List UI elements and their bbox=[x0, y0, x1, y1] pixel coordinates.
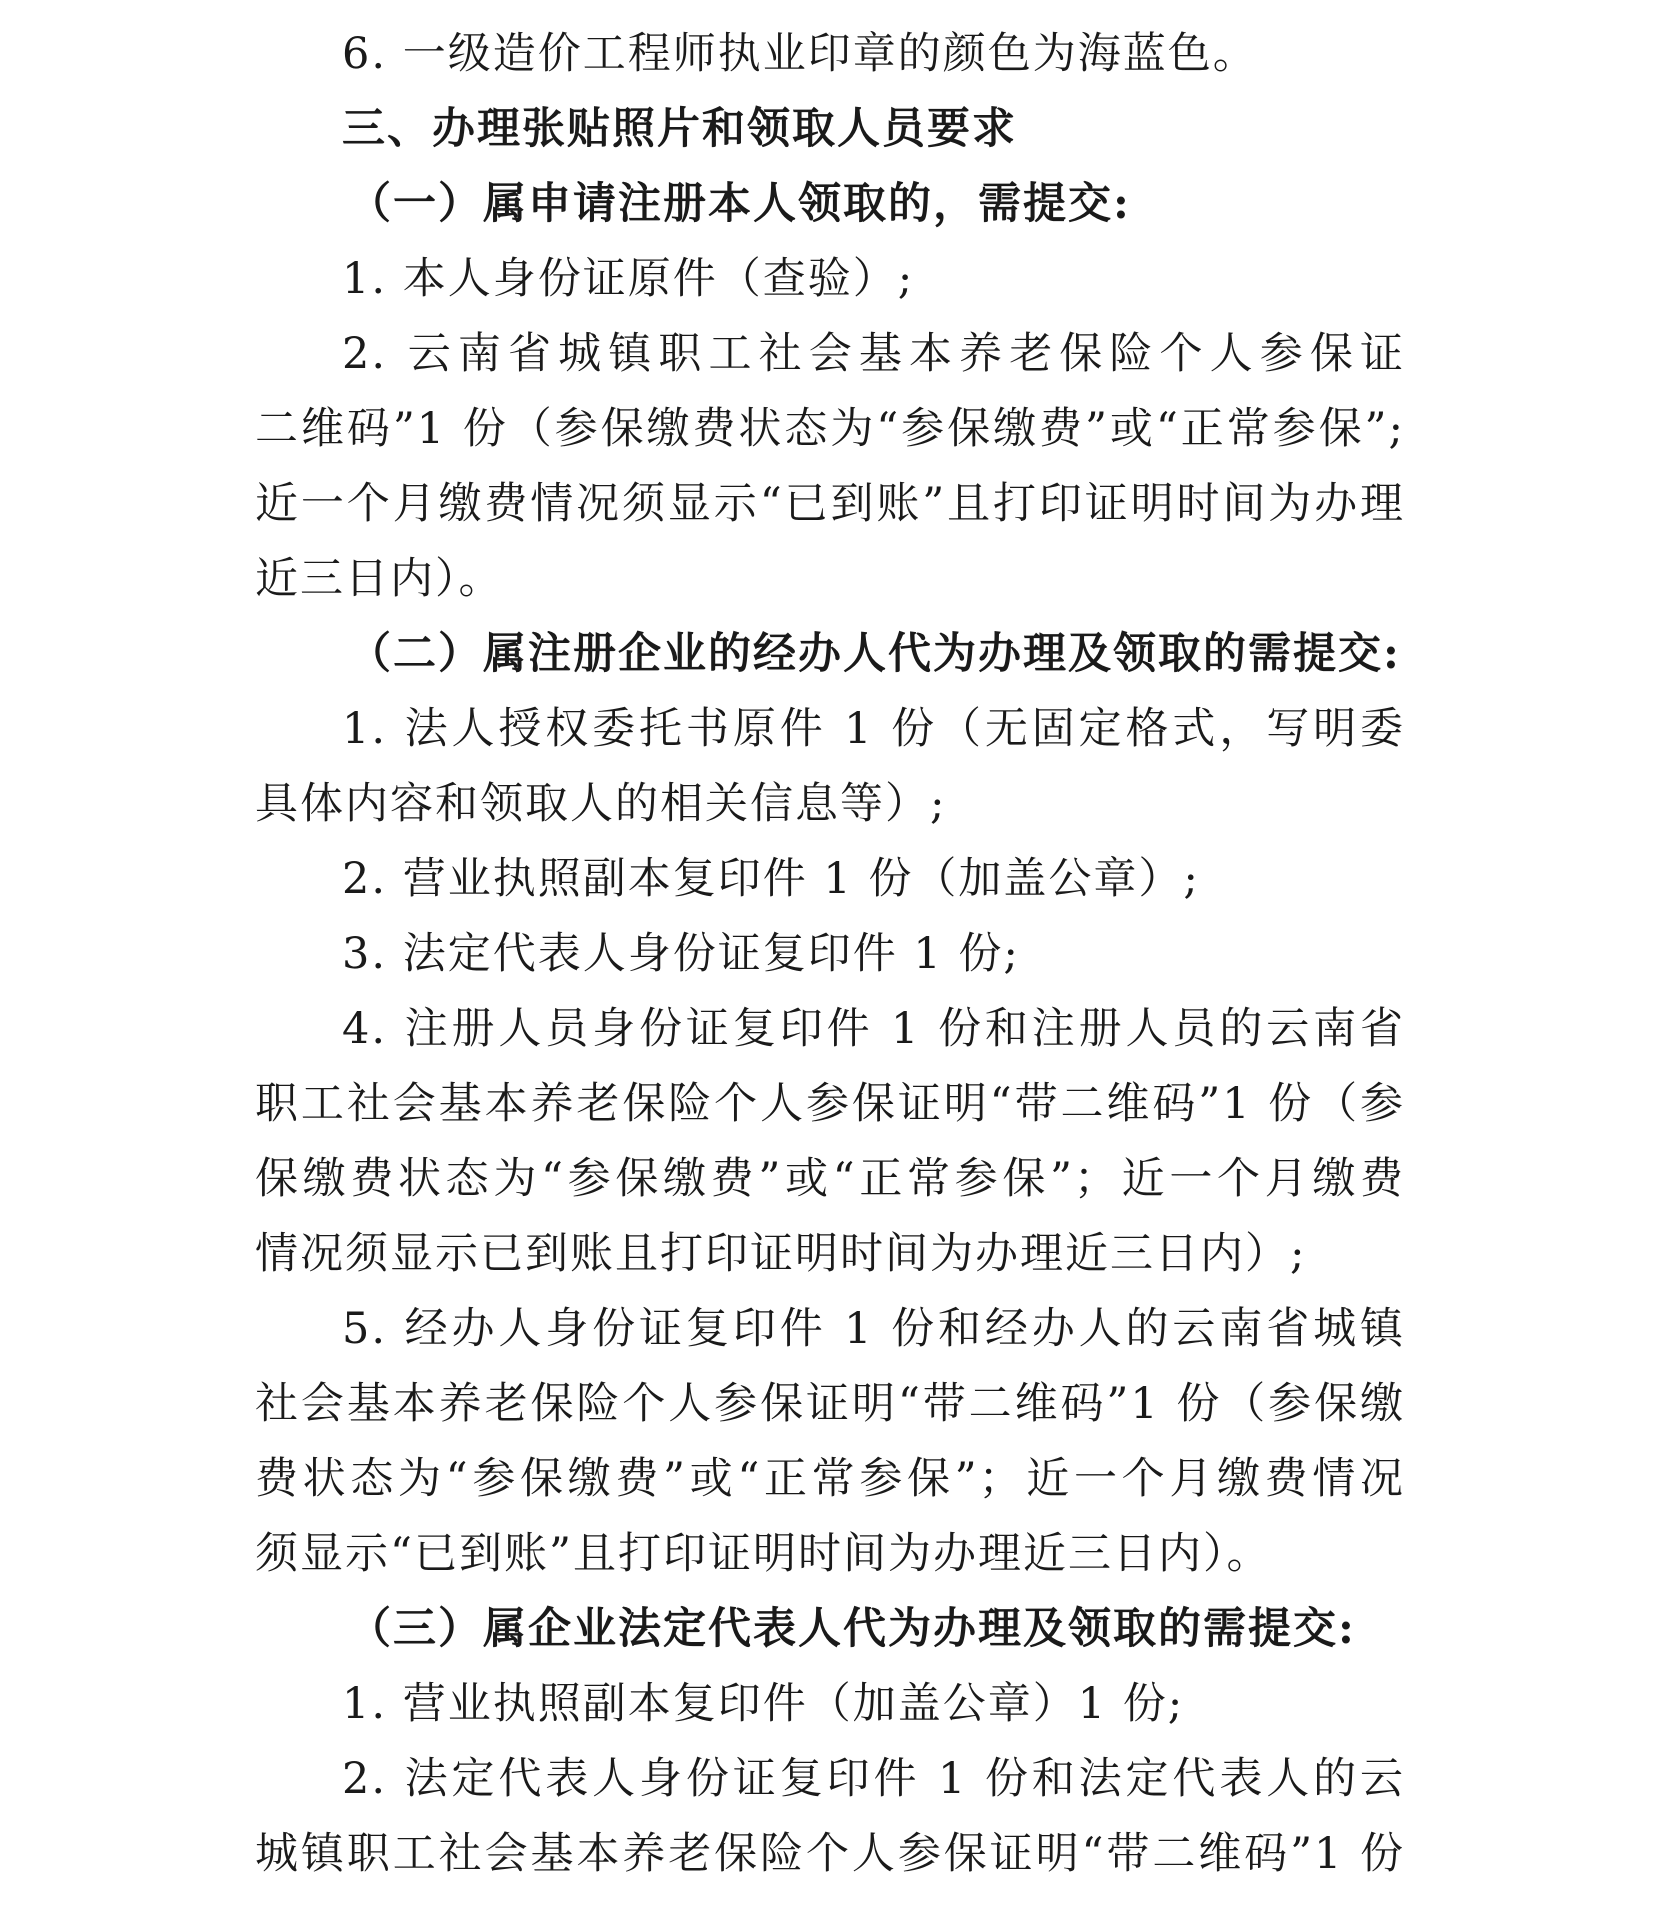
text-line: 近三日内）。 bbox=[255, 554, 504, 604]
text-line: 保缴费状态为“参保缴费”或“正常参保”；近一个月缴费 bbox=[255, 1154, 1405, 1204]
text-line: 1. 营业执照副本复印件（加盖公章）1 份; bbox=[342, 1679, 1185, 1729]
text-line: 二维码”1 份（参保缴费状态为“参保缴费”或“正常参保”; bbox=[255, 404, 1405, 454]
text-line: 2. 法定代表人身份证复印件 1 份和法定代表人的云 bbox=[342, 1754, 1405, 1804]
text-line: 城镇职工社会基本养老保险个人参保证明“带二维码”1 份 bbox=[255, 1829, 1405, 1879]
text-line: 2. 营业执照副本复印件 1 份（加盖公章）; bbox=[342, 854, 1200, 904]
subsection-heading: （一）属申请注册本人领取的，需提交: bbox=[348, 179, 1131, 229]
text-line: 具体内容和领取人的相关信息等）; bbox=[255, 779, 947, 829]
text-line: 情况须显示已到账且打印证明时间为办理近三日内）; bbox=[255, 1229, 1307, 1279]
text-line: 社会基本养老保险个人参保证明“带二维码”1 份（参保缴 bbox=[255, 1379, 1405, 1429]
text-line: 1. 本人身份证原件（查验）; bbox=[342, 254, 915, 304]
text-line: 1. 法人授权委托书原件 1 份（无固定格式，写明委 bbox=[342, 704, 1405, 754]
text-line: 4. 注册人员身份证复印件 1 份和注册人员的云南省 bbox=[342, 1004, 1405, 1054]
text-line: 3. 法定代表人身份证复印件 1 份; bbox=[342, 929, 1020, 979]
section-heading: 三、办理张贴照片和领取人员要求 bbox=[342, 104, 1017, 154]
text-line: 近一个月缴费情况须显示“已到账”且打印证明时间为办理 bbox=[255, 479, 1405, 529]
text-line: 须显示“已到账”且打印证明时间为办理近三日内）。 bbox=[255, 1529, 1272, 1579]
text-line: 职工社会基本养老保险个人参保证明“带二维码”1 份（参 bbox=[255, 1079, 1405, 1129]
text-line: 6. 一级造价工程师执业印章的颜色为海蓝色。 bbox=[342, 29, 1258, 79]
text-line: 费状态为“参保缴费”或“正常参保”；近一个月缴费情况 bbox=[255, 1454, 1405, 1504]
text-line: 2. 云南省城镇职工社会基本养老保险个人参保证 bbox=[342, 329, 1405, 379]
text-line: 5. 经办人身份证复印件 1 份和经办人的云南省城镇 bbox=[342, 1304, 1405, 1354]
subsection-heading: （二）属注册企业的经办人代为办理及领取的需提交: bbox=[348, 629, 1401, 679]
subsection-heading: （三）属企业法定代表人代为办理及领取的需提交: bbox=[348, 1604, 1356, 1654]
